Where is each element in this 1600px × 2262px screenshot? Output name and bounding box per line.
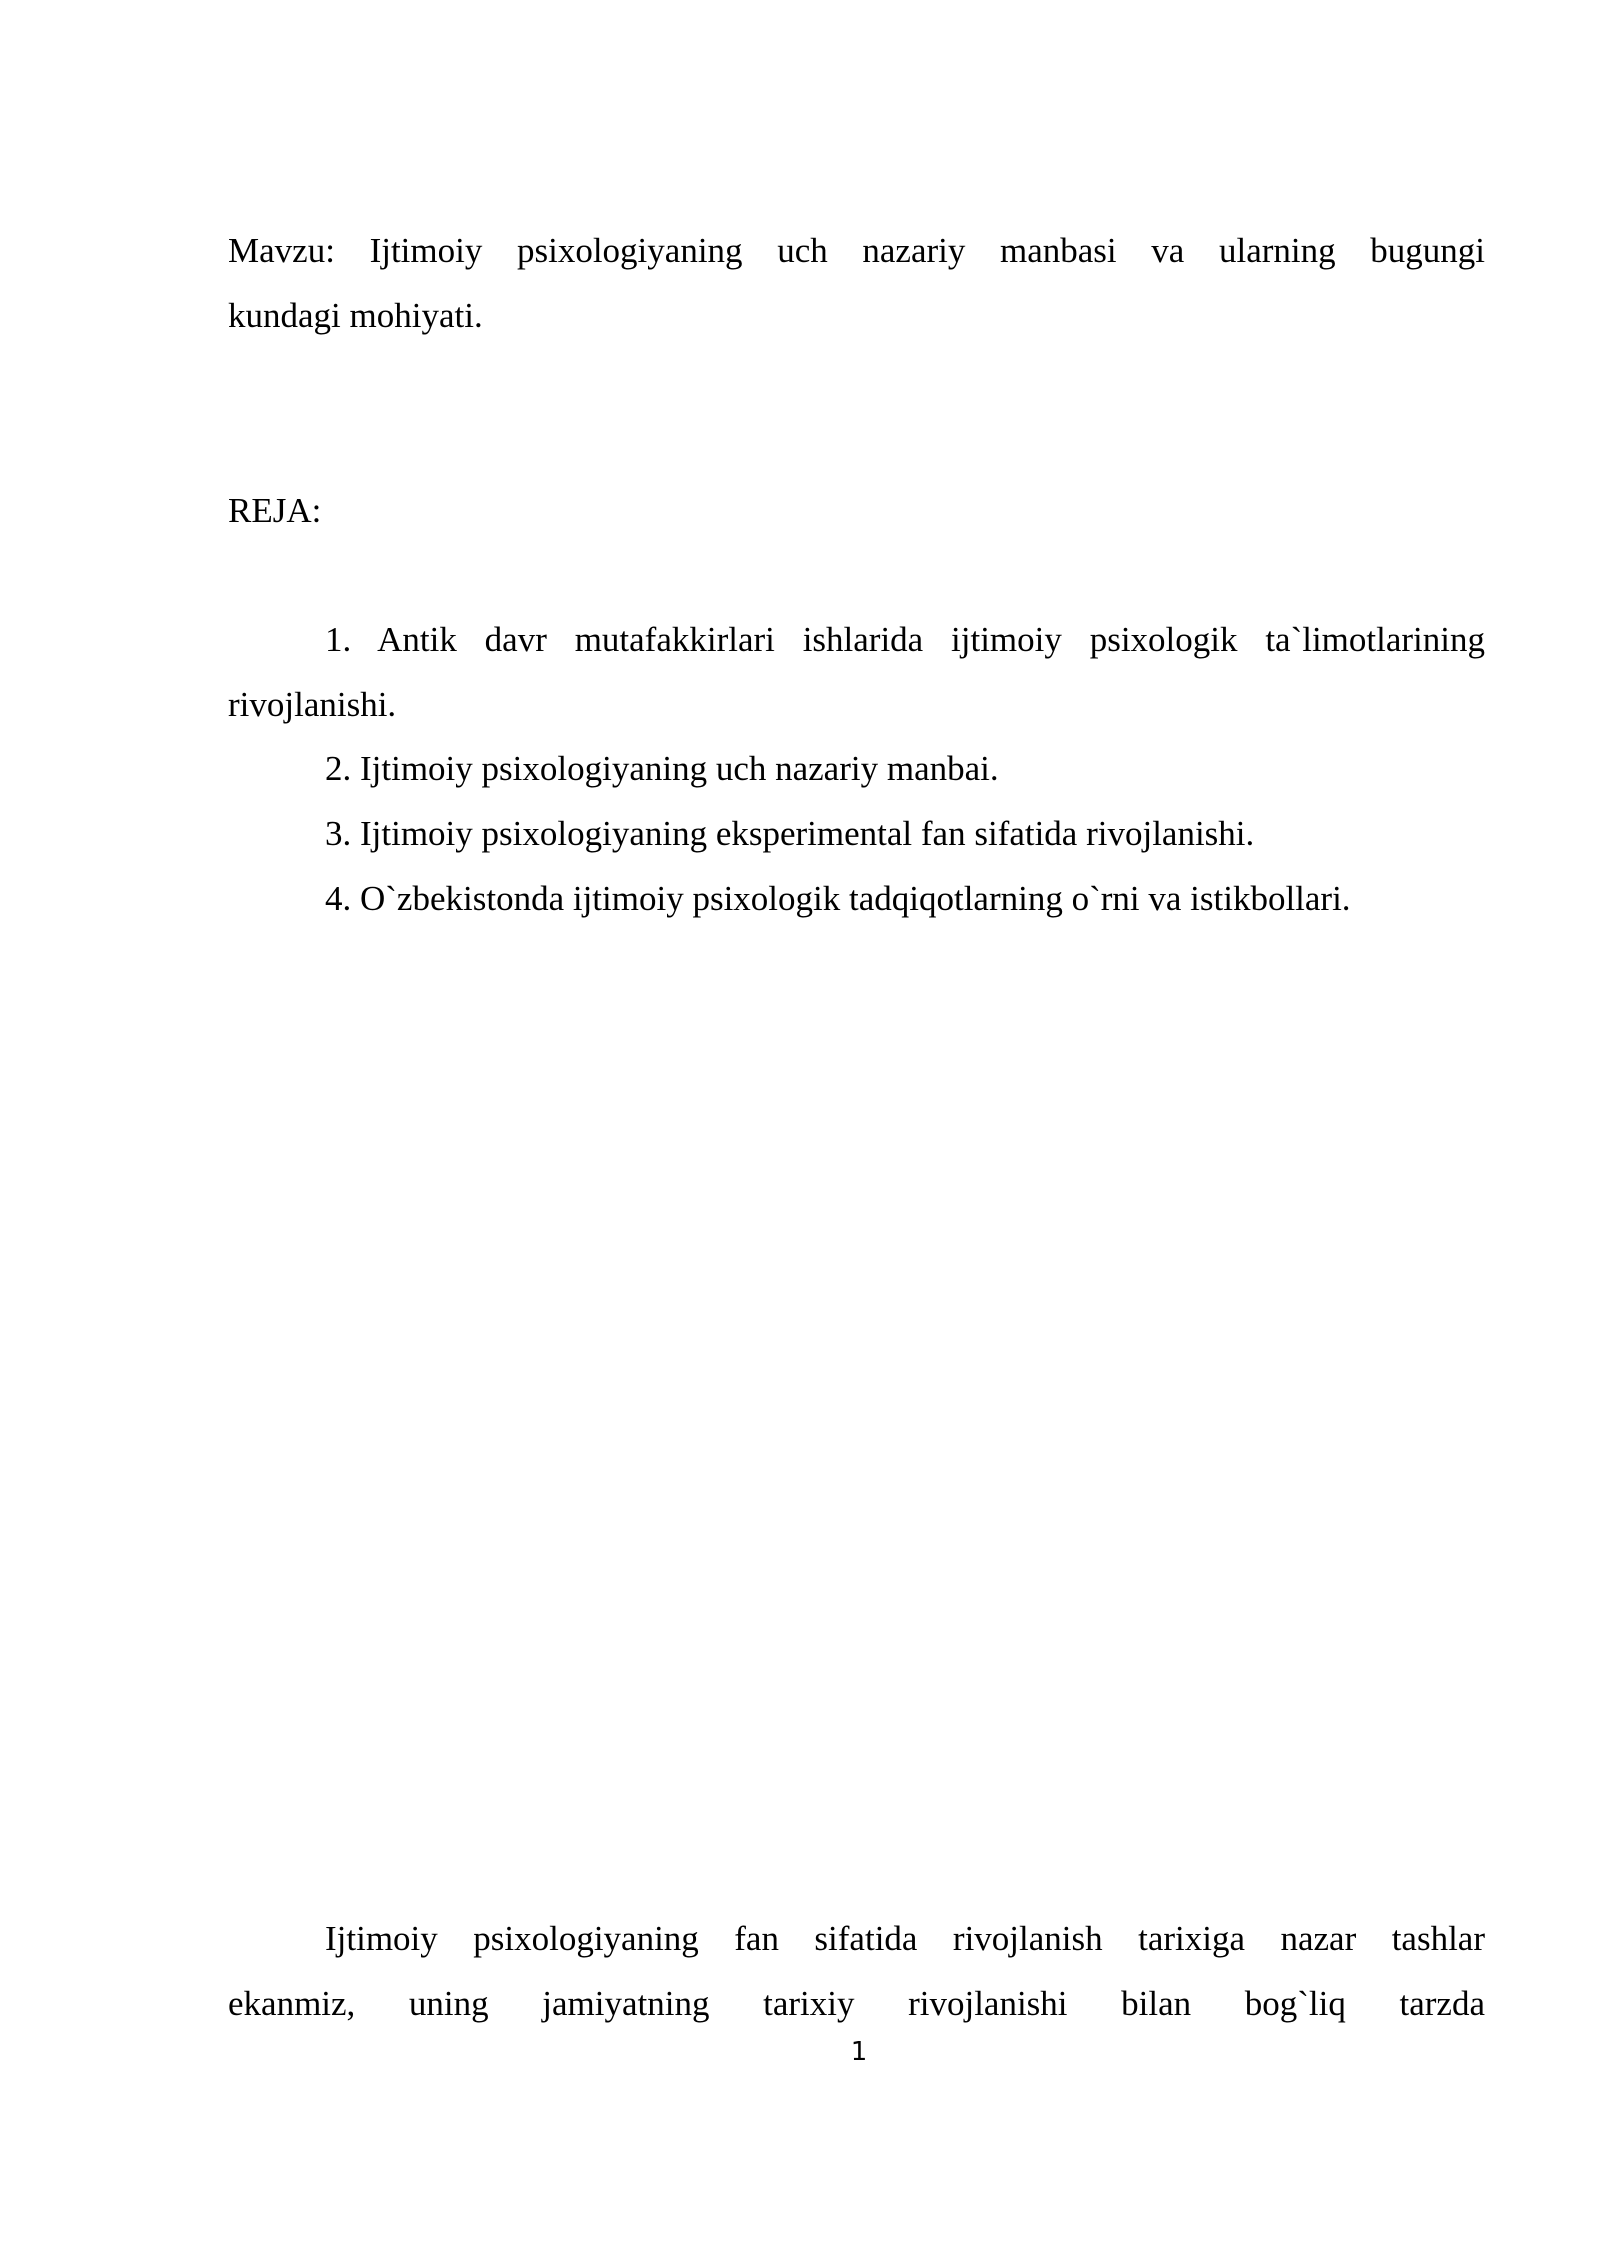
plan-item-2: 2. Ijtimoiy psixologiyaning uch nazariy manbai. [325, 749, 999, 788]
plan-heading: REJA: [228, 491, 322, 530]
page-number: 1 [850, 2037, 868, 2067]
plan-item-3: 3. Ijtimoiy psixologiyaning eksperimental fan sifatida rivojlanishi. [325, 814, 1255, 853]
plan-item-1-line-1: 1. Antik davr mutafakkirlari ishlarida ijtimoiy psixologik ta`limotlarining [325, 620, 1485, 659]
title-line-1: Mavzu: Ijtimoiy psixologiyaning uch nazariy manbasi va ularning bugungi [228, 231, 1485, 270]
plan-item-4: 4. O`zbekistonda ijtimoiy psixologik tadqiqotlarning o`rni va istikbollari. [325, 879, 1351, 918]
plan-item-1-line-2: rivojlanishi. [228, 685, 397, 724]
body-line-2: ekanmiz, uning jamiyatning tarixiy rivojlanishi bilan bog`liq tarzda [228, 1984, 1485, 2023]
title-line-2: kundagi mohiyati. [228, 296, 483, 335]
body-line-1: Ijtimoiy psixologiyaning fan sifatida rivojlanish tarixiga nazar tashlar [325, 1919, 1485, 1958]
